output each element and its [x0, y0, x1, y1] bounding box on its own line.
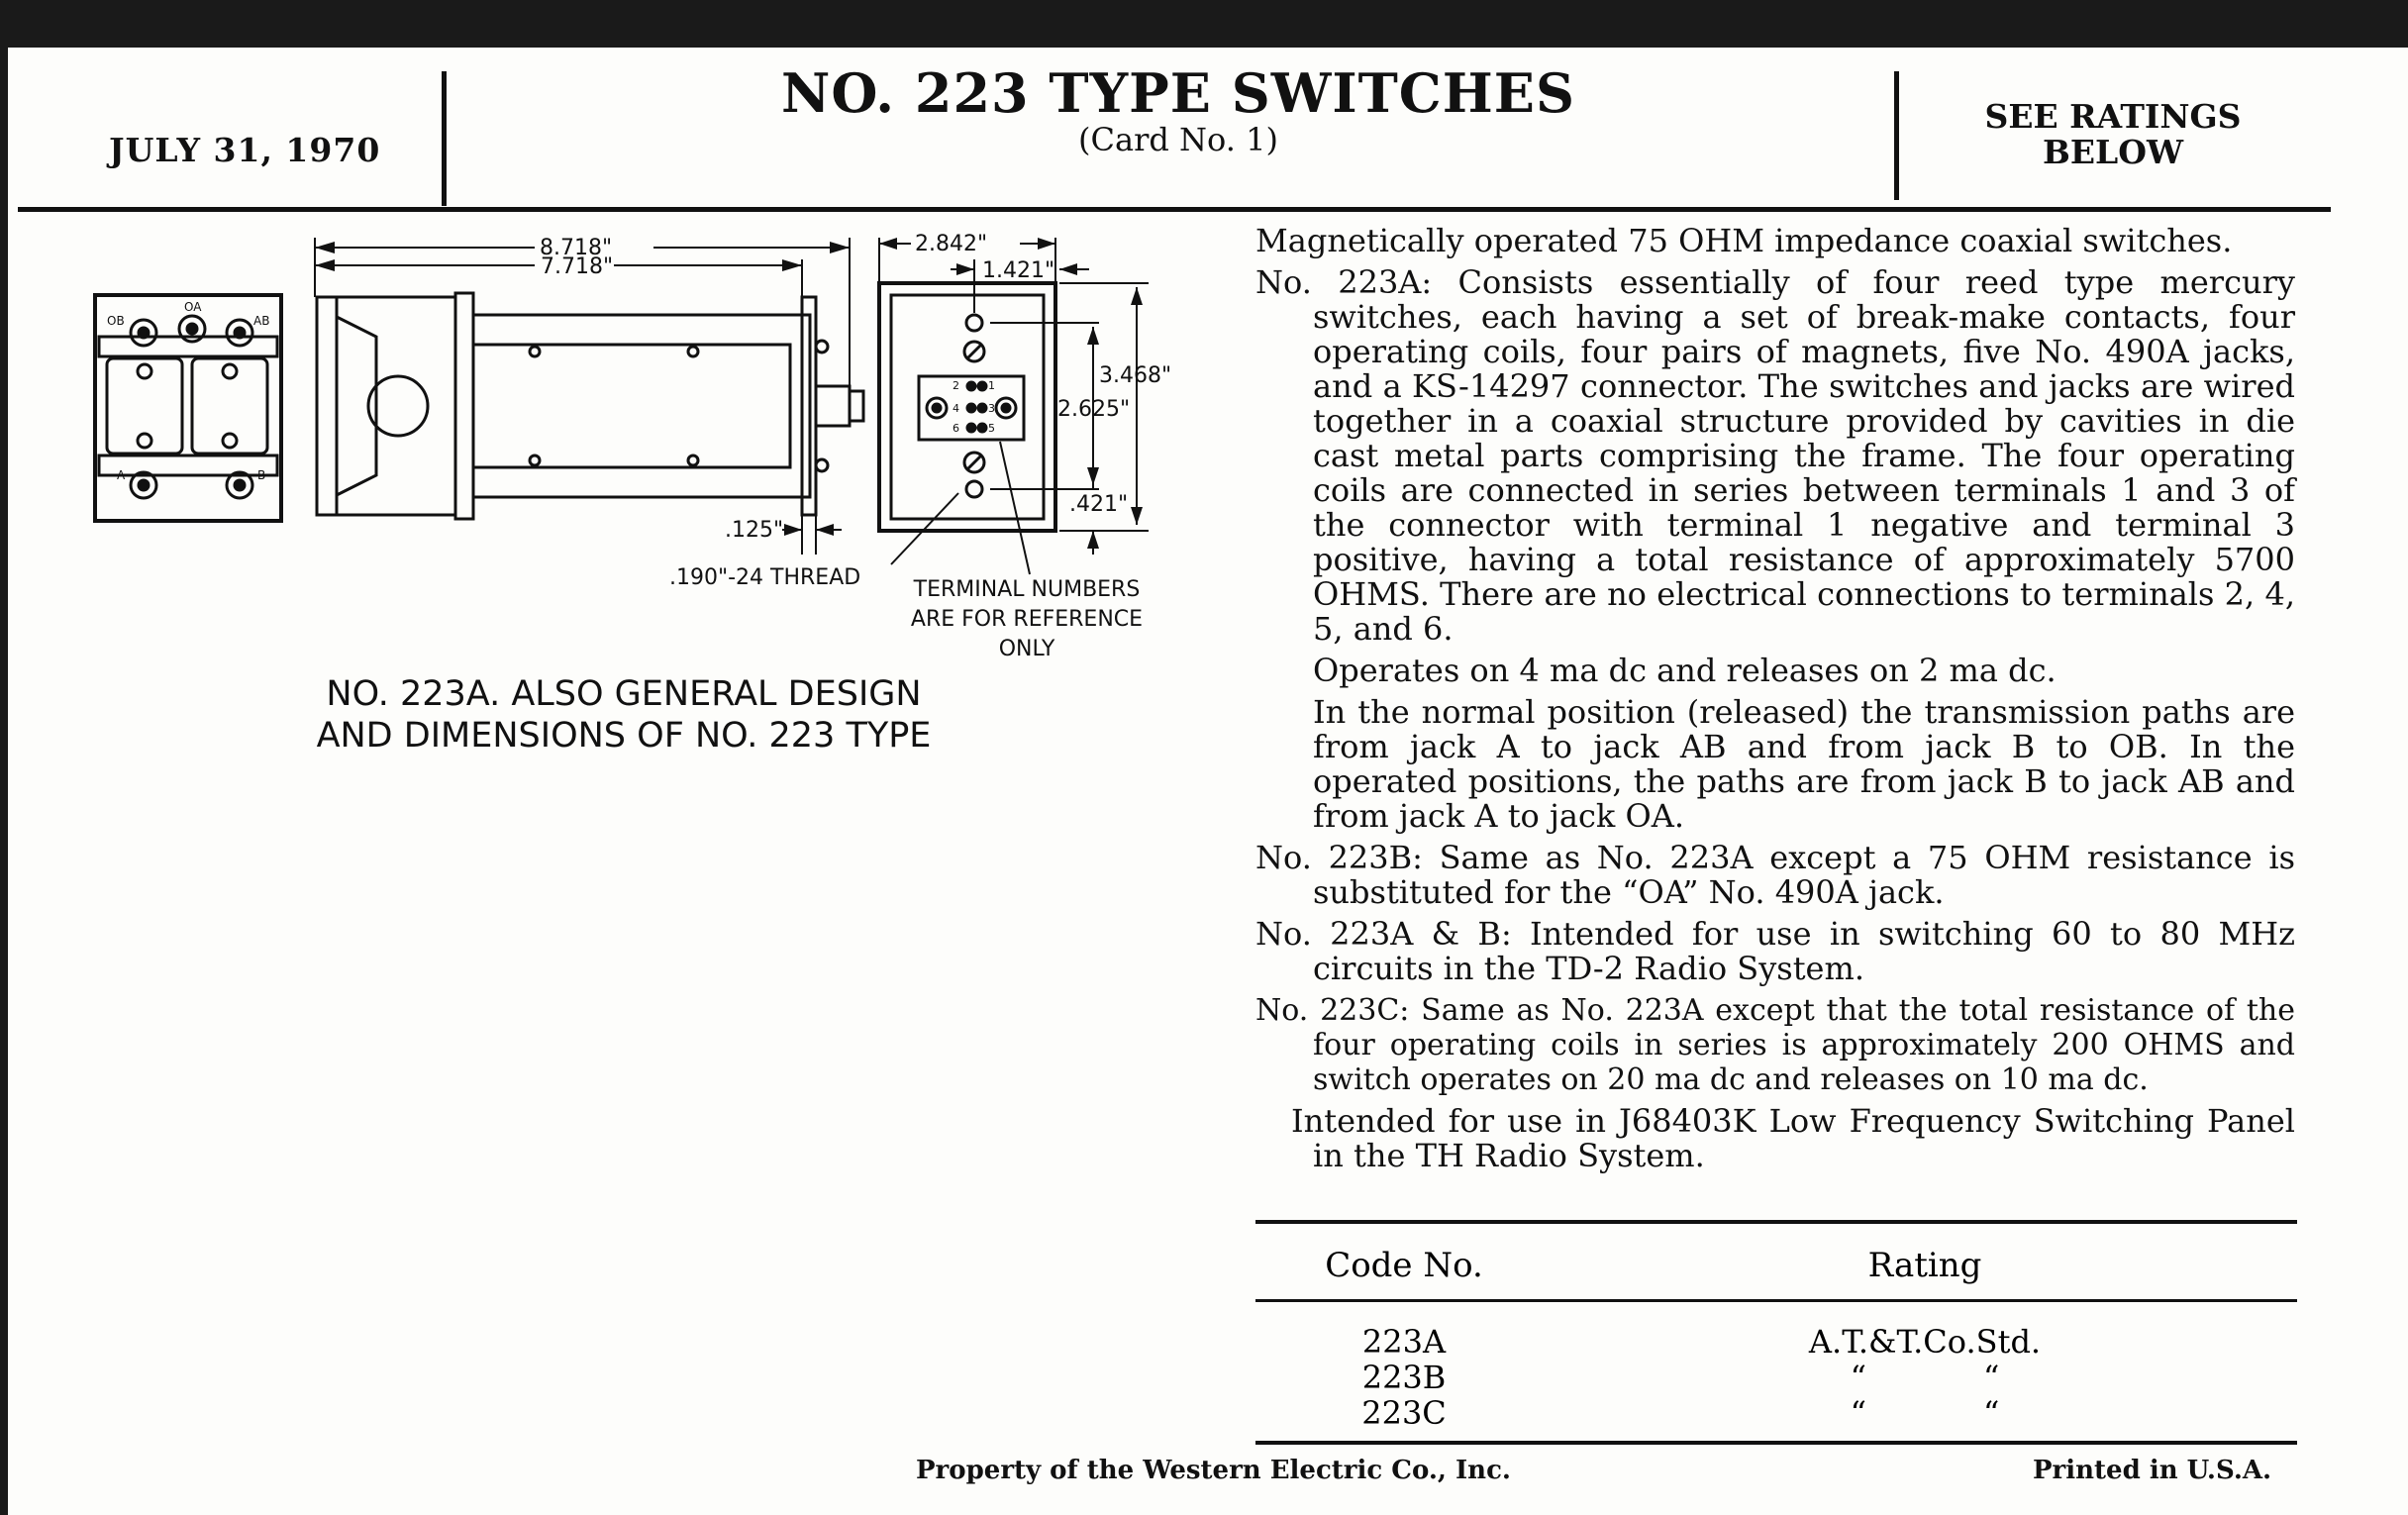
- ratings-note-line1: SEE RATINGS: [1984, 97, 2242, 136]
- jack-label-ob: OB: [107, 314, 125, 328]
- table-bottom-rule: [1255, 1441, 2297, 1445]
- dim-width: 2.842": [915, 232, 988, 256]
- paragraph-223b: No. 223B: Same as No. 223A except a 75 OHM resistance is substituted for the “OA” No. 490A jack.: [1255, 839, 2295, 911]
- dim-body-length: 7.718": [541, 254, 614, 279]
- paragraph-223a: No. 223A: Consists essentially of four reed type mercury switches, each having a set of break-make contacts, four operating coils, four pairs of magnets, five No. 490A jacks, and a KS-14297 connector. The switches and jacks are wired together in a coaxial structure provided by cavities in die cast metal parts comprising the frame. The four operating coils are connected in series between terminals 1 and 3 of the connector with terminal 1 negative and terminal 3 positive, having a total resistance of approximately 5700 OHMS. There are no electrical connections to terminals 2, 4, 5, and 6.: [1255, 263, 2295, 648]
- terminal-number-1: 1: [988, 379, 995, 392]
- dim-flange: .125": [725, 518, 784, 543]
- dim-height: 3.468": [1099, 363, 1172, 388]
- table-row: [1255, 1395, 2297, 1431]
- card-number: (Card No. 1): [1078, 121, 1278, 158]
- terminal-number-5: 5: [988, 422, 995, 435]
- card-date: JULY 31, 1970: [109, 131, 381, 169]
- terminal-number-3: 3: [988, 402, 995, 415]
- footer-property: Property of the Western Electric Co., Inc.: [916, 1456, 1511, 1485]
- dim-hole-spacing: 2.625": [1057, 397, 1131, 422]
- ditto-mark: “: [1850, 1359, 1866, 1396]
- ditto-mark: “: [1983, 1394, 2000, 1432]
- column-header-rating: Rating: [1867, 1246, 1982, 1285]
- dim-overall-length: 8.718": [540, 236, 613, 260]
- terminal-number-6: 6: [953, 422, 959, 435]
- dim-half-width: 1.421": [982, 258, 1055, 283]
- paragraph-223c: No. 223C: Same as No. 223A except that the total resistance of the four operating coils in series is approximately 200 OHMS and switch operates on 20 ma dc and releases on 10 ma dc.: [1255, 993, 2295, 1097]
- ditto-mark: “: [1983, 1359, 2000, 1396]
- jack-face-view: [95, 295, 281, 521]
- jack-label-a: A: [117, 468, 126, 482]
- side-view: [317, 293, 863, 519]
- table-row: [1255, 1360, 2297, 1395]
- paragraph-223ab-use: No. 223A & B: Intended for use in switching 60 to 80 MHz circuits in the TD-2 Radio System.: [1255, 915, 2295, 987]
- normal-position-paragraph: In the normal position (released) the transmission paths are from jack A to jack AB and from jack B to OB. In the operated positions, the paths are from jack B to jack AB and from jack A to jack OA.: [1313, 693, 2295, 835]
- caption-line1: NO. 223A. ALSO GENERAL DESIGN: [326, 674, 922, 714]
- rating-cell: A.T.&T.Co.Std.: [1808, 1323, 2042, 1361]
- connector-view: [879, 283, 1055, 531]
- table-header: [1255, 1224, 2297, 1299]
- terminal-note-line3: ONLY: [998, 637, 1055, 661]
- code-cell: 223C: [1361, 1394, 1447, 1432]
- rating-cell: [1553, 1360, 2297, 1395]
- terminal-note-line1: TERMINAL NUMBERS: [913, 577, 1141, 602]
- code-cell: 223A: [1361, 1323, 1447, 1361]
- terminal-number-4: 4: [953, 402, 959, 415]
- table-row: [1255, 1324, 2297, 1360]
- paragraph-223c-use: Intended for use in J68403K Low Frequency Switching Panel in the TH Radio System.: [1291, 1102, 2295, 1174]
- footer-printed: Printed in U.S.A.: [2033, 1456, 2272, 1485]
- rating-cell: [1553, 1395, 2297, 1431]
- dim-edge: .421": [1069, 492, 1129, 517]
- thread-label: .190"-24 THREAD: [669, 565, 861, 590]
- jack-label-oa: OA: [184, 300, 202, 314]
- operates-paragraph: Operates on 4 ma dc and releases on 2 ma dc.: [1313, 652, 2057, 689]
- jack-label-b: B: [257, 468, 266, 482]
- intro-paragraph: Magnetically operated 75 OHM impedance coaxial switches.: [1255, 222, 2233, 259]
- terminal-note-line2: ARE FOR REFERENCE: [910, 607, 1144, 632]
- page-title: NO. 223 TYPE SWITCHES: [781, 61, 1575, 125]
- ratings-note-line2: BELOW: [2042, 133, 2184, 171]
- drawing-caption: [297, 673, 951, 757]
- ditto-mark: “: [1850, 1394, 1866, 1432]
- column-header-code: Code No.: [1325, 1246, 1483, 1285]
- ratings-table: [1255, 1220, 2297, 1445]
- table-body: [1255, 1302, 2297, 1441]
- caption-line2: AND DIMENSIONS OF NO. 223 TYPE: [316, 716, 932, 756]
- description: [1255, 224, 2295, 1180]
- code-cell: 223B: [1361, 1359, 1447, 1396]
- terminal-number-2: 2: [953, 379, 959, 392]
- jack-label-ab: AB: [253, 314, 270, 328]
- ratings-note: [1905, 99, 2321, 170]
